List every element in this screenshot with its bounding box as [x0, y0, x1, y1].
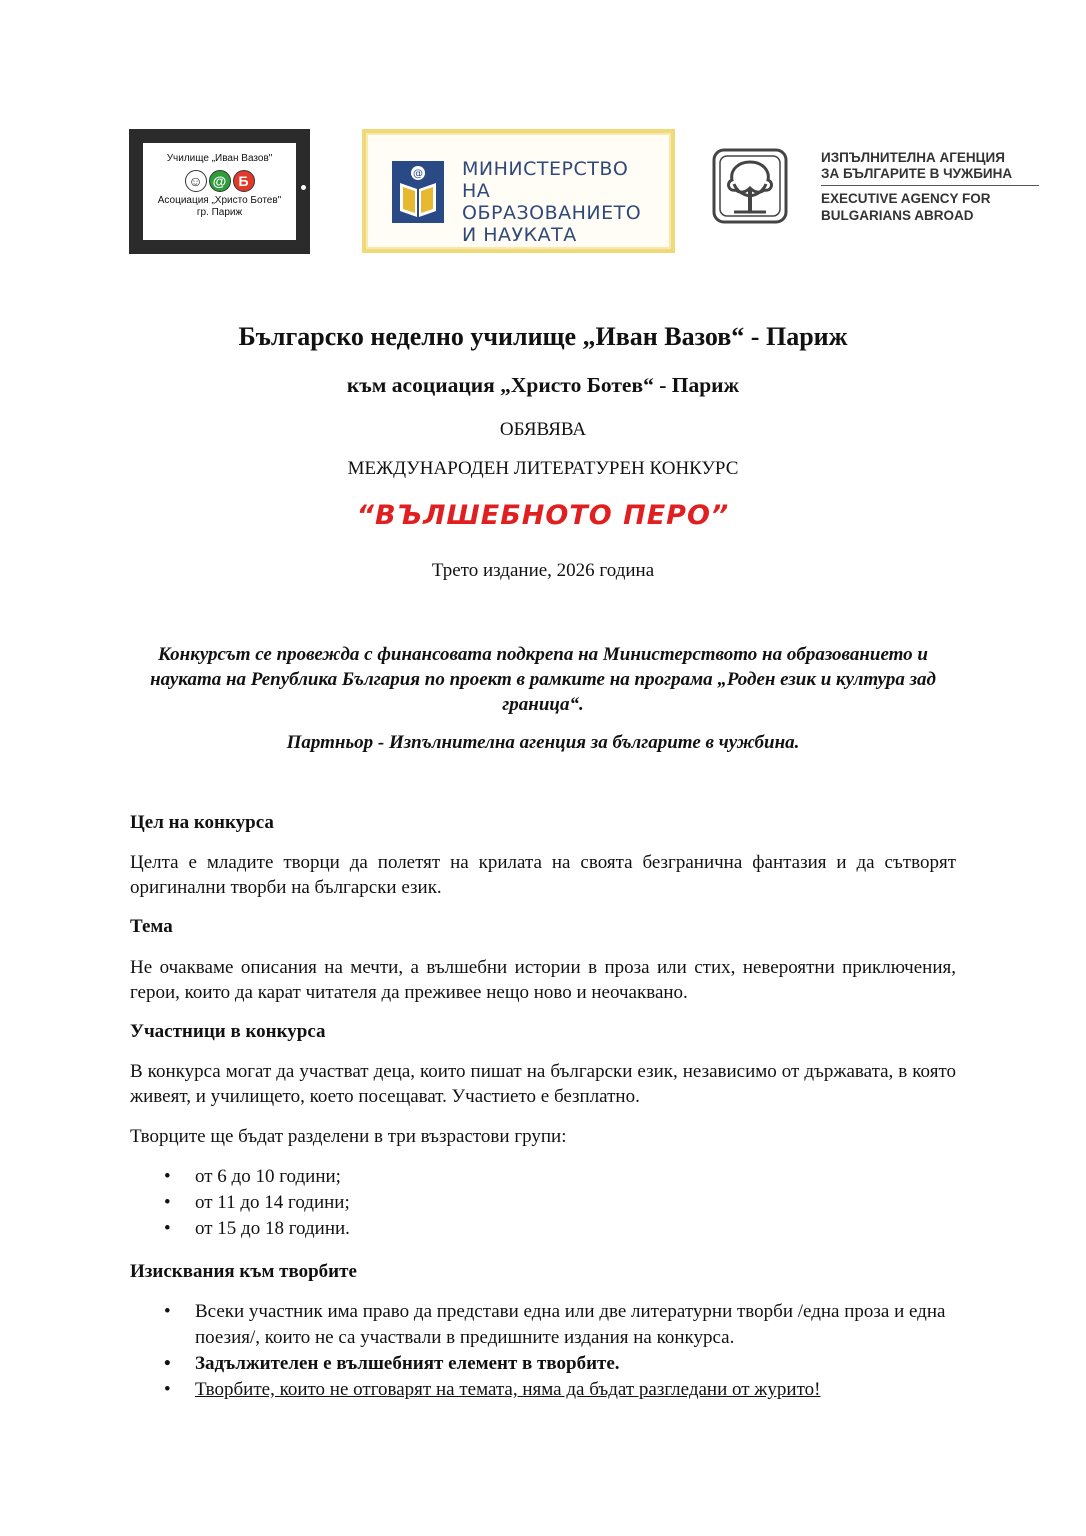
goal-heading: Цел на конкурса [130, 812, 274, 833]
groups-intro: Творците ще бъдат разделени в три възрастови групи: [130, 1126, 567, 1147]
school-logo-line2: Асоциация „Христо Ботев" [157, 195, 282, 206]
school-logo-faces [143, 170, 296, 192]
edition-label: Трето издание, 2026 година [431, 560, 655, 581]
list-item: • Творбите, които не отговарят на темата, няма да бъдат разгледани от журито! [130, 1377, 956, 1403]
goal-text: Целта е младите творци да полетят на крилата на своята безгранична фантазия и да сътворят оригинални творби на български език. [130, 852, 956, 898]
contest-label: МЕЖДУНАРОДЕН ЛИТЕРАТУРЕН КОНКУРС [347, 458, 739, 479]
agency-logo [709, 144, 1039, 230]
ministry-book-icon [392, 161, 444, 223]
ministry-logo [362, 129, 675, 253]
requirements-heading: Изисквания към творбите [130, 1261, 357, 1282]
list-item: • Всеки участник има право да представи една или две литературни творби /една проза и една поезия/, които не са участвали в предишните издания на конкурса. [130, 1299, 956, 1351]
school-logo [129, 129, 310, 254]
participants-section [130, 1019, 956, 1044]
letter-b-icon: Б [233, 170, 255, 192]
ministry-line2: НА ОБРАЗОВАНИЕТО [462, 180, 642, 224]
partner-statement: Партньор - Изпълнителна агенция за българите в чужбина. [286, 732, 800, 753]
agency-divider [821, 185, 1039, 186]
participants-text: В конкурса могат да участват деца, които пишат на български език, независимо от държавата, в която живеят, и училището, което посещават. Участието е безплатно. [130, 1061, 956, 1107]
page-subtitle: към асоциация „Христо Ботев“ - Париж [346, 373, 740, 397]
goal-section [130, 810, 956, 835]
ministry-line1: МИНИСТЕРСТВО [462, 158, 629, 180]
funding-statement: Конкурсът се провежда с финансовата подкрепа на Министерството на образованието и науката на Република България по проект в рамките на програма „Роден език и култура зад граница“. [150, 644, 936, 715]
theme-heading: Тема [130, 916, 173, 937]
contest-name: “ВЪЛШЕБНОТО ПЕРО” [356, 500, 730, 531]
ministry-logo-text [462, 158, 671, 246]
page-title: Българско неделно училище „Иван Вазов“ - Париж [238, 322, 848, 351]
svg-text:@: @ [413, 168, 423, 180]
agency-name-en [821, 190, 991, 224]
agency-bg-line1: ИЗПЪЛНИТЕЛНА АГЕНЦИЯ [821, 150, 1005, 165]
list-item: • от 15 до 18 години. [130, 1216, 956, 1242]
theme-section [130, 914, 956, 939]
school-logo-line1: Училище „Иван Вазов" [166, 153, 273, 164]
agency-name-bg [821, 150, 1012, 182]
smiley-icon: ☺ [185, 170, 207, 192]
requirements-section [130, 1259, 956, 1284]
at-sign-icon: @ [209, 170, 231, 192]
participants-heading: Участници в конкурса [130, 1021, 326, 1042]
list-item: • от 11 до 14 години; [130, 1190, 956, 1216]
requirements-list [130, 1299, 956, 1403]
tree-emblem-icon [712, 148, 788, 224]
list-item: • Задължителен е вълшебният елемент в творбите. [130, 1351, 956, 1377]
agency-en-line1: EXECUTIVE AGENCY FOR [821, 191, 991, 206]
agency-bg-line2: ЗА БЪЛГАРИТЕ В ЧУЖБИНА [821, 166, 1013, 181]
theme-text: Не очакваме описания на мечти, а вълшебни истории в проза или стих, невероятни приключения, герои, които да карат читателя да преживее нещо ново и неочаквано. [130, 957, 956, 1003]
age-groups-list [130, 1164, 956, 1242]
announces-label: ОБЯВЯВА [499, 419, 587, 440]
list-item: • от 6 до 10 години; [130, 1164, 956, 1190]
tablet-button-icon [301, 185, 306, 190]
ministry-line3: И НАУКАТА [462, 224, 577, 246]
school-logo-line3: гр. Париж [196, 207, 243, 218]
agency-en-line2: BULGARIANS ABROAD [821, 208, 974, 223]
